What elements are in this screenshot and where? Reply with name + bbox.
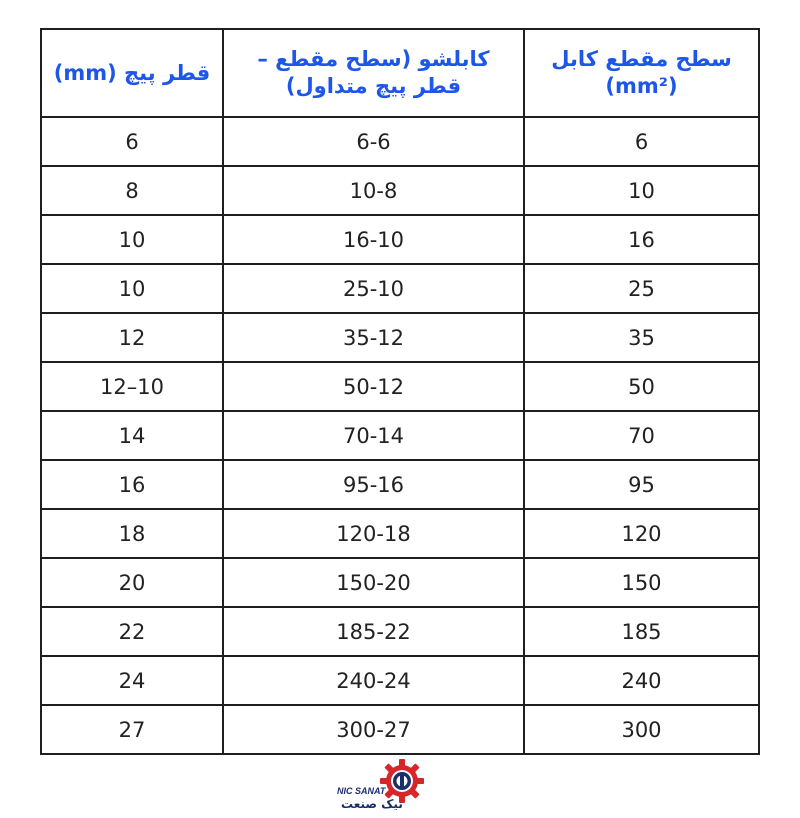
cell-cable-lug: 35-12 xyxy=(223,313,524,362)
header-cable-lug: کابلشو (سطح مقطع – قطر پیچ متداول) xyxy=(223,29,524,117)
cell-cable-lug: 150-20 xyxy=(223,558,524,607)
table-row xyxy=(41,117,759,166)
cell-bolt-diameter: 10 xyxy=(41,264,223,313)
cell-cross-section: 6 xyxy=(524,117,759,166)
logo-text-english: NIC SANAT xyxy=(337,786,386,796)
cell-cable-lug: 6-6 xyxy=(223,117,524,166)
cell-cable-lug: 240-24 xyxy=(223,656,524,705)
logo-text-persian: نیک صنعت xyxy=(341,797,403,811)
cell-bolt-diameter: 24 xyxy=(41,656,223,705)
cell-cross-section: 50 xyxy=(524,362,759,411)
cell-cross-section: 16 xyxy=(524,215,759,264)
cell-cable-lug: 70-14 xyxy=(223,411,524,460)
cell-cross-section: 185 xyxy=(524,607,759,656)
cell-bolt-diameter: 18 xyxy=(41,509,223,558)
cell-bolt-diameter: 10 xyxy=(41,215,223,264)
table-row xyxy=(41,215,759,264)
cell-bolt-diameter: 22 xyxy=(41,607,223,656)
cell-cable-lug: 50-12 xyxy=(223,362,524,411)
table-row xyxy=(41,313,759,362)
table-row xyxy=(41,362,759,411)
cell-cable-lug: 300-27 xyxy=(223,705,524,754)
table-row xyxy=(41,509,759,558)
cell-cross-section: 35 xyxy=(524,313,759,362)
cell-cable-lug: 25-10 xyxy=(223,264,524,313)
cell-cable-lug: 185-22 xyxy=(223,607,524,656)
cell-bolt-diameter: 6 xyxy=(41,117,223,166)
cell-cross-section: 150 xyxy=(524,558,759,607)
cell-cable-lug: 10-8 xyxy=(223,166,524,215)
cable-lug-table xyxy=(40,28,760,755)
company-logo xyxy=(337,756,437,816)
cell-bolt-diameter: 12–10 xyxy=(41,362,223,411)
cell-cross-section: 240 xyxy=(524,656,759,705)
cell-bolt-diameter: 16 xyxy=(41,460,223,509)
cell-bolt-diameter: 27 xyxy=(41,705,223,754)
cable-lug-table-container xyxy=(40,28,758,755)
table-header-row xyxy=(41,29,759,117)
table-row xyxy=(41,656,759,705)
header-cable-cross-section: سطح مقطع کابل (mm²) xyxy=(524,29,759,117)
cell-cable-lug: 16-10 xyxy=(223,215,524,264)
table-row xyxy=(41,264,759,313)
cell-bolt-diameter: 20 xyxy=(41,558,223,607)
cell-bolt-diameter: 14 xyxy=(41,411,223,460)
cell-cross-section: 25 xyxy=(524,264,759,313)
cell-bolt-diameter: 8 xyxy=(41,166,223,215)
table-row xyxy=(41,558,759,607)
cell-cross-section: 300 xyxy=(524,705,759,754)
cell-bolt-diameter: 12 xyxy=(41,313,223,362)
cell-cross-section: 70 xyxy=(524,411,759,460)
table-row xyxy=(41,460,759,509)
cell-cable-lug: 95-16 xyxy=(223,460,524,509)
table-row xyxy=(41,705,759,754)
header-bolt-diameter: قطر پیچ (mm) xyxy=(41,29,223,117)
cell-cross-section: 10 xyxy=(524,166,759,215)
cell-cross-section: 95 xyxy=(524,460,759,509)
table-row xyxy=(41,607,759,656)
cell-cross-section: 120 xyxy=(524,509,759,558)
table-row xyxy=(41,411,759,460)
table-row xyxy=(41,166,759,215)
cell-cable-lug: 120-18 xyxy=(223,509,524,558)
